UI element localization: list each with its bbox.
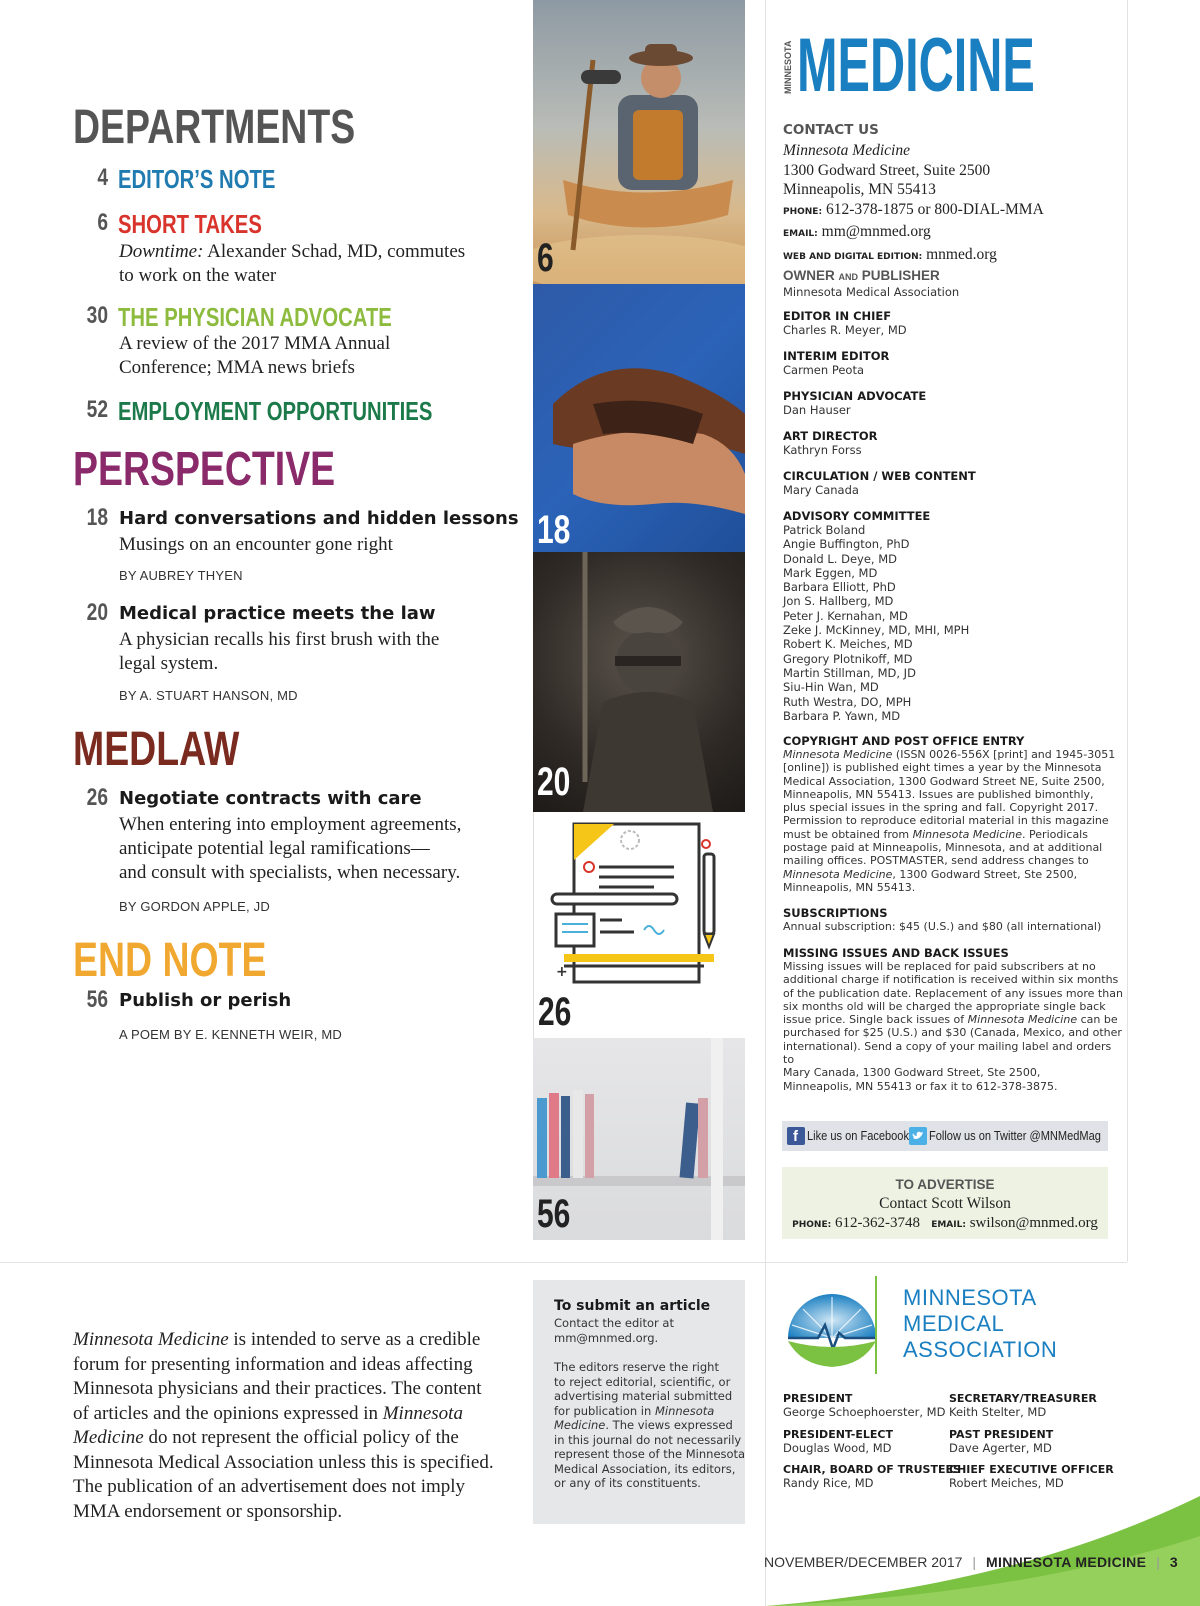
photo-page-num: 26 <box>538 990 572 1034</box>
footer-separator: | <box>1156 1554 1160 1570</box>
article-title[interactable]: Negotiate contracts with care <box>119 788 422 809</box>
advertise-contact: Contact Scott Wilson <box>879 1195 1011 1212</box>
hands-photo[interactable] <box>533 284 745 552</box>
footer-publication: MINNESOTA MEDICINE <box>986 1554 1147 1570</box>
article-byline: BY GORDON APPLE, JD <box>119 899 270 914</box>
facebook-icon[interactable]: f <box>787 1127 805 1145</box>
advisory-committee: ADVISORY COMMITTEE Patrick Boland Angie Buffington, PhD Donald L. Deye, MD Mark Eggen, MD Barbara Elliott, PhD Jon S. Hallberg, MD Peter J. Kernahan, MD Zeke J. McKinney, MD, MHI, MPH Robert K. Meiches, MD Gregory Plotnikoff, MD Martin Stillman, MD, JD Siu-Hin Wan, MD Ruth Westra, DO, MPH Barbara P. Yawn, MD <box>783 509 970 723</box>
phone-link[interactable]: 612-378-1875 or 800-DIAL-MMA <box>822 200 1044 218</box>
contact-block: Minnesota Medicine 1300 Godward Street, Suite 2500 Minneapolis, MN 55413 PHONE: 612-378-1875 or 800-DIAL-MMA EMAIL: mm@mnmed.org WEB AND DIGITAL EDITION: mnmed.org <box>783 142 1044 263</box>
svg-text:+: + <box>556 964 568 980</box>
dept-desc: Downtime: Alexander Schad, MD, commutes to work on the water <box>119 241 466 286</box>
twitter-link[interactable]: Follow us on Twitter @MNMedMag <box>929 1128 1101 1143</box>
mission-statement: Minnesota Medicine is intended to serve as a credible forum for presenting information and ideas affecting Minnesota physicians and their practices. The content of articles and the opinions expressed in Minnesota Medicine do not represent the official policy of the Minnesota Medical Association unless this is specified. The publication of an advertisement does not imply MMA endorsement or sponsorship. <box>73 1329 494 1522</box>
contract-illustration-panel[interactable] <box>533 812 746 1038</box>
dept-desc: A review of the 2017 MMA Annual Conference; MMA news briefs <box>119 333 391 378</box>
article-desc: A physician recalls his first brush with the legal system. <box>119 629 440 674</box>
dept-page-num: 52 <box>86 396 108 423</box>
article-desc: Musings on an encounter gone right <box>119 534 393 555</box>
copyright-block: COPYRIGHT AND POST OFFICE ENTRY Minnesota Medicine (ISSN 0026-556X [print] and 1945-3051 [online]) is published eight times a year by the Minnesota Medical Association, 1300 Godward Street NE, Suite 2500, Minneapolis, MN 55413. Issues are published bimonthly, plus special issues in the spring and fall. Copyright 2017. Permission to reproduce editorial material in this magazine must be obtained from Minnesota Medicine. Periodicals postage paid at Minneapolis, Minnesota, and at additional mailing offices. POSTMASTER, send address changes to Minnesota Medicine, 1300 Godward Street, Ste 2500, Minneapolis, MN 55413. <box>783 734 1116 894</box>
perspective-heading: PERSPECTIVE <box>73 443 336 496</box>
social-bar <box>782 1121 1108 1151</box>
photo-page-num: 20 <box>537 760 571 804</box>
advertise-phone[interactable]: 612-362-3748 <box>831 1215 920 1231</box>
contact-heading: CONTACT US <box>783 122 879 138</box>
article-page-num: 18 <box>86 504 108 531</box>
dept-page-num: 30 <box>86 302 108 329</box>
article-desc: When entering into employment agreements, anticipate potential legal ramifications— and consult with specialists, when necessary. <box>119 814 462 883</box>
advertise-details: PHONE: 612-362-3748 EMAIL: swilson@mnmed.org <box>792 1215 1098 1231</box>
article-byline: BY AUBREY THYEN <box>119 568 243 583</box>
submit-title: To submit an article <box>554 1298 711 1314</box>
dept-physician-advocate[interactable]: THE PHYSICIAN ADVOCATE <box>118 302 392 332</box>
green-swoosh-decoration <box>766 1476 1200 1606</box>
article-page-num: 56 <box>86 986 108 1013</box>
endnote-heading: END NOTE <box>73 934 267 987</box>
medlaw-heading: MEDLAW <box>73 723 240 776</box>
article-title[interactable]: Publish or perish <box>119 990 292 1011</box>
article-title[interactable]: Medical practice meets the law <box>119 603 436 624</box>
owner-value: Minnesota Medical Association <box>783 285 960 299</box>
article-page-num: 26 <box>86 784 108 811</box>
article-byline: BY A. STUART HANSON, MD <box>119 688 298 703</box>
article-byline: A POEM BY E. KENNETH WEIR, MD <box>119 1027 342 1042</box>
advertise-title: TO ADVERTISE <box>895 1177 995 1192</box>
footer-date: NOVEMBER/DECEMBER 2017 <box>764 1554 963 1570</box>
web-link[interactable]: mnmed.org <box>922 245 997 263</box>
mma-wordmark[interactable]: MINNESOTA MEDICAL ASSOCIATION <box>903 1285 1058 1362</box>
subscriptions-block: SUBSCRIPTIONS Annual subscription: $45 (U.S.) and $80 (all international) <box>783 906 1102 933</box>
mma-logo-icon[interactable] <box>783 1283 881 1371</box>
submit-disclaimer: The editors reserve the right to reject editorial, scientific, or advertising material submitted for publication in Minnesota Medicine. The views expressed in this journal do not necessarily represent those of the Minnesota Medical Association, its editors, or any of its constituents. <box>554 1360 746 1490</box>
submit-email-link[interactable]: mm@mnmed.org. <box>554 1330 659 1345</box>
photo-page-num: 6 <box>537 236 554 280</box>
photo-page-num: 56 <box>537 1192 571 1236</box>
twitter-icon[interactable] <box>909 1127 927 1145</box>
departments-heading: DEPARTMENTS <box>73 101 356 154</box>
submit-contact: Contact the editor at mm@mnmed.org. <box>554 1316 674 1345</box>
column-divider <box>1127 0 1128 1262</box>
dept-short-takes[interactable]: SHORT TAKES <box>118 209 262 239</box>
mma-logo-divider <box>875 1276 877 1374</box>
photo-page-num: 18 <box>537 508 571 552</box>
bookshelf-photo[interactable] <box>533 1038 745 1240</box>
article-page-num: 20 <box>86 599 108 626</box>
justice-statue-photo[interactable] <box>533 552 745 812</box>
dept-employment[interactable]: EMPLOYMENT OPPORTUNITIES <box>118 396 433 426</box>
page-number: 3 <box>1169 1554 1178 1570</box>
horizontal-divider <box>0 1262 1127 1263</box>
email-link[interactable]: mm@mnmed.org <box>817 223 931 240</box>
page-footer <box>764 1554 1178 1576</box>
dept-page-num: 4 <box>97 164 108 191</box>
missing-issues-block: MISSING ISSUES AND BACK ISSUES Missing issues will be replaced for paid subscribers at no additional charge if notification is received within six months of the publication date. Replacement of any issues more than six months old will be charged the appropriate single back issue price. Single back issues of Minnesota Medicine can be purchased for $25 (U.S.) and $30 (Canada, Mexico, and other international). Send a copy of your mailing label and orders to Mary Canada, 1300 Godward Street, Ste 2500, Minneapolis, MN 55413 or fax it to 612-378-3875. <box>783 946 1123 1093</box>
footer-separator: | <box>972 1554 977 1570</box>
magazine-logo[interactable]: MEDICINE <box>797 23 1035 108</box>
logo-small-text: MINNESOTA <box>783 40 793 94</box>
dept-page-num: 6 <box>97 209 108 236</box>
column-divider <box>765 0 766 1606</box>
owner-label: OWNER AND PUBLISHER <box>783 268 940 283</box>
staff-roles: EDITOR IN CHIEF Charles R. Meyer, MD INTERIM EDITOR Carmen Peota PHYSICIAN ADVOCATE Dan Hauser ART DIRECTOR Kathryn Forss CIRCULATION / WEB CONTENT Mary Canada <box>783 309 976 497</box>
article-title[interactable]: Hard conversations and hidden lessons <box>119 508 519 529</box>
facebook-link[interactable]: Like us on Facebook <box>807 1128 909 1143</box>
canoe-photo[interactable] <box>533 0 745 284</box>
dept-editors-note[interactable]: EDITOR’S NOTE <box>118 164 276 194</box>
advertise-box <box>782 1167 1108 1239</box>
canoe-illustration <box>533 0 745 284</box>
advertise-email[interactable]: swilson@mnmed.org <box>965 1215 1098 1231</box>
submit-article-box <box>533 1280 745 1524</box>
